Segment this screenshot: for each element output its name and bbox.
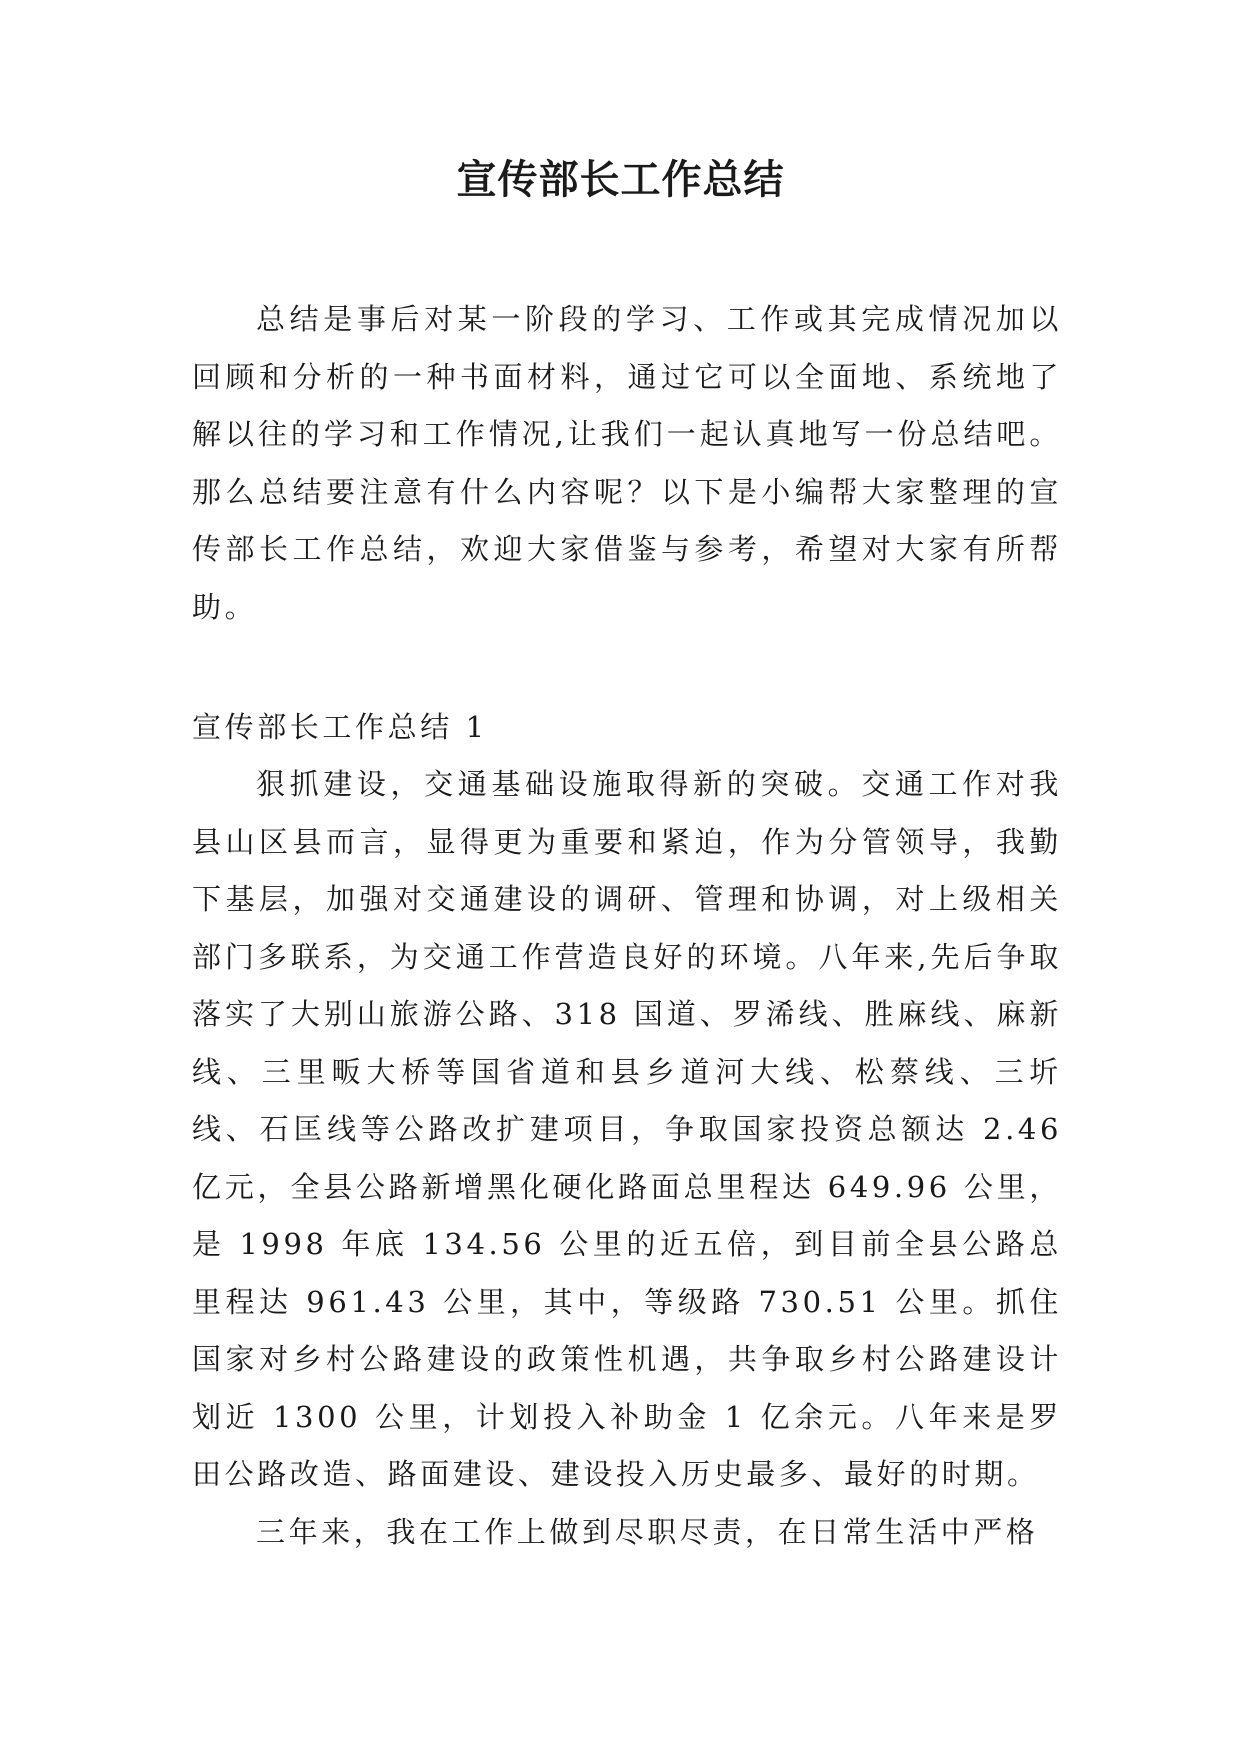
- document-title: 宣传部长工作总结: [456, 156, 785, 203]
- section-heading: 宣传部长工作总结 1: [192, 710, 488, 744]
- body-paragraph-1: 狠抓建设，交通基础设施取得新的突破。交通工作对我县山区县而言，显得更为重要和紧迫，作为分管领导，我勤下基层，加强对交通建设的调研、管理和协调，对上级相关部门多联系，为交通工作营造良好的环境。八年来,先后争取落实了大别山旅游公路、318 国道、罗浠线、胜麻线、麻新线、三里畈大桥等国省道和县乡道河大线、松蔡线、三圻线、石匡线等公路改扩建项目，争取国家投资总额达 2.46 亿元，全县公路新增黑化硬化路面总里程达 649.96 公里，是 1998 年底 134.56 公里的近五倍，到目前全县公路总里程达 961.43 公里，其中，等级路 730.51 公里。抓住国家对乡村公路建设的政策性机遇，共争取乡村公路建设计划近 1300 公里，计划投入补助金 1 亿余元。八年来是罗田公路改造、路面建设、建设投入历史最多、最好的时期。: [192, 767, 1062, 1491]
- intro-paragraph: 总结是事后对某一阶段的学习、工作或其完成情况加以回顾和分析的一种书面材料，通过它可以全面地、系统地了解以往的学习和工作情况,让我们一起认真地写一份总结吧。那么总结要注意有什么内容呢？以下是小编帮大家整理的宣传部长工作总结，欢迎大家借鉴与参考，希望对大家有所帮助。: [192, 302, 1062, 624]
- body-paragraph-2: 三年来，我在工作上做到尽职尽责，在日常生活中严格: [256, 1515, 1039, 1549]
